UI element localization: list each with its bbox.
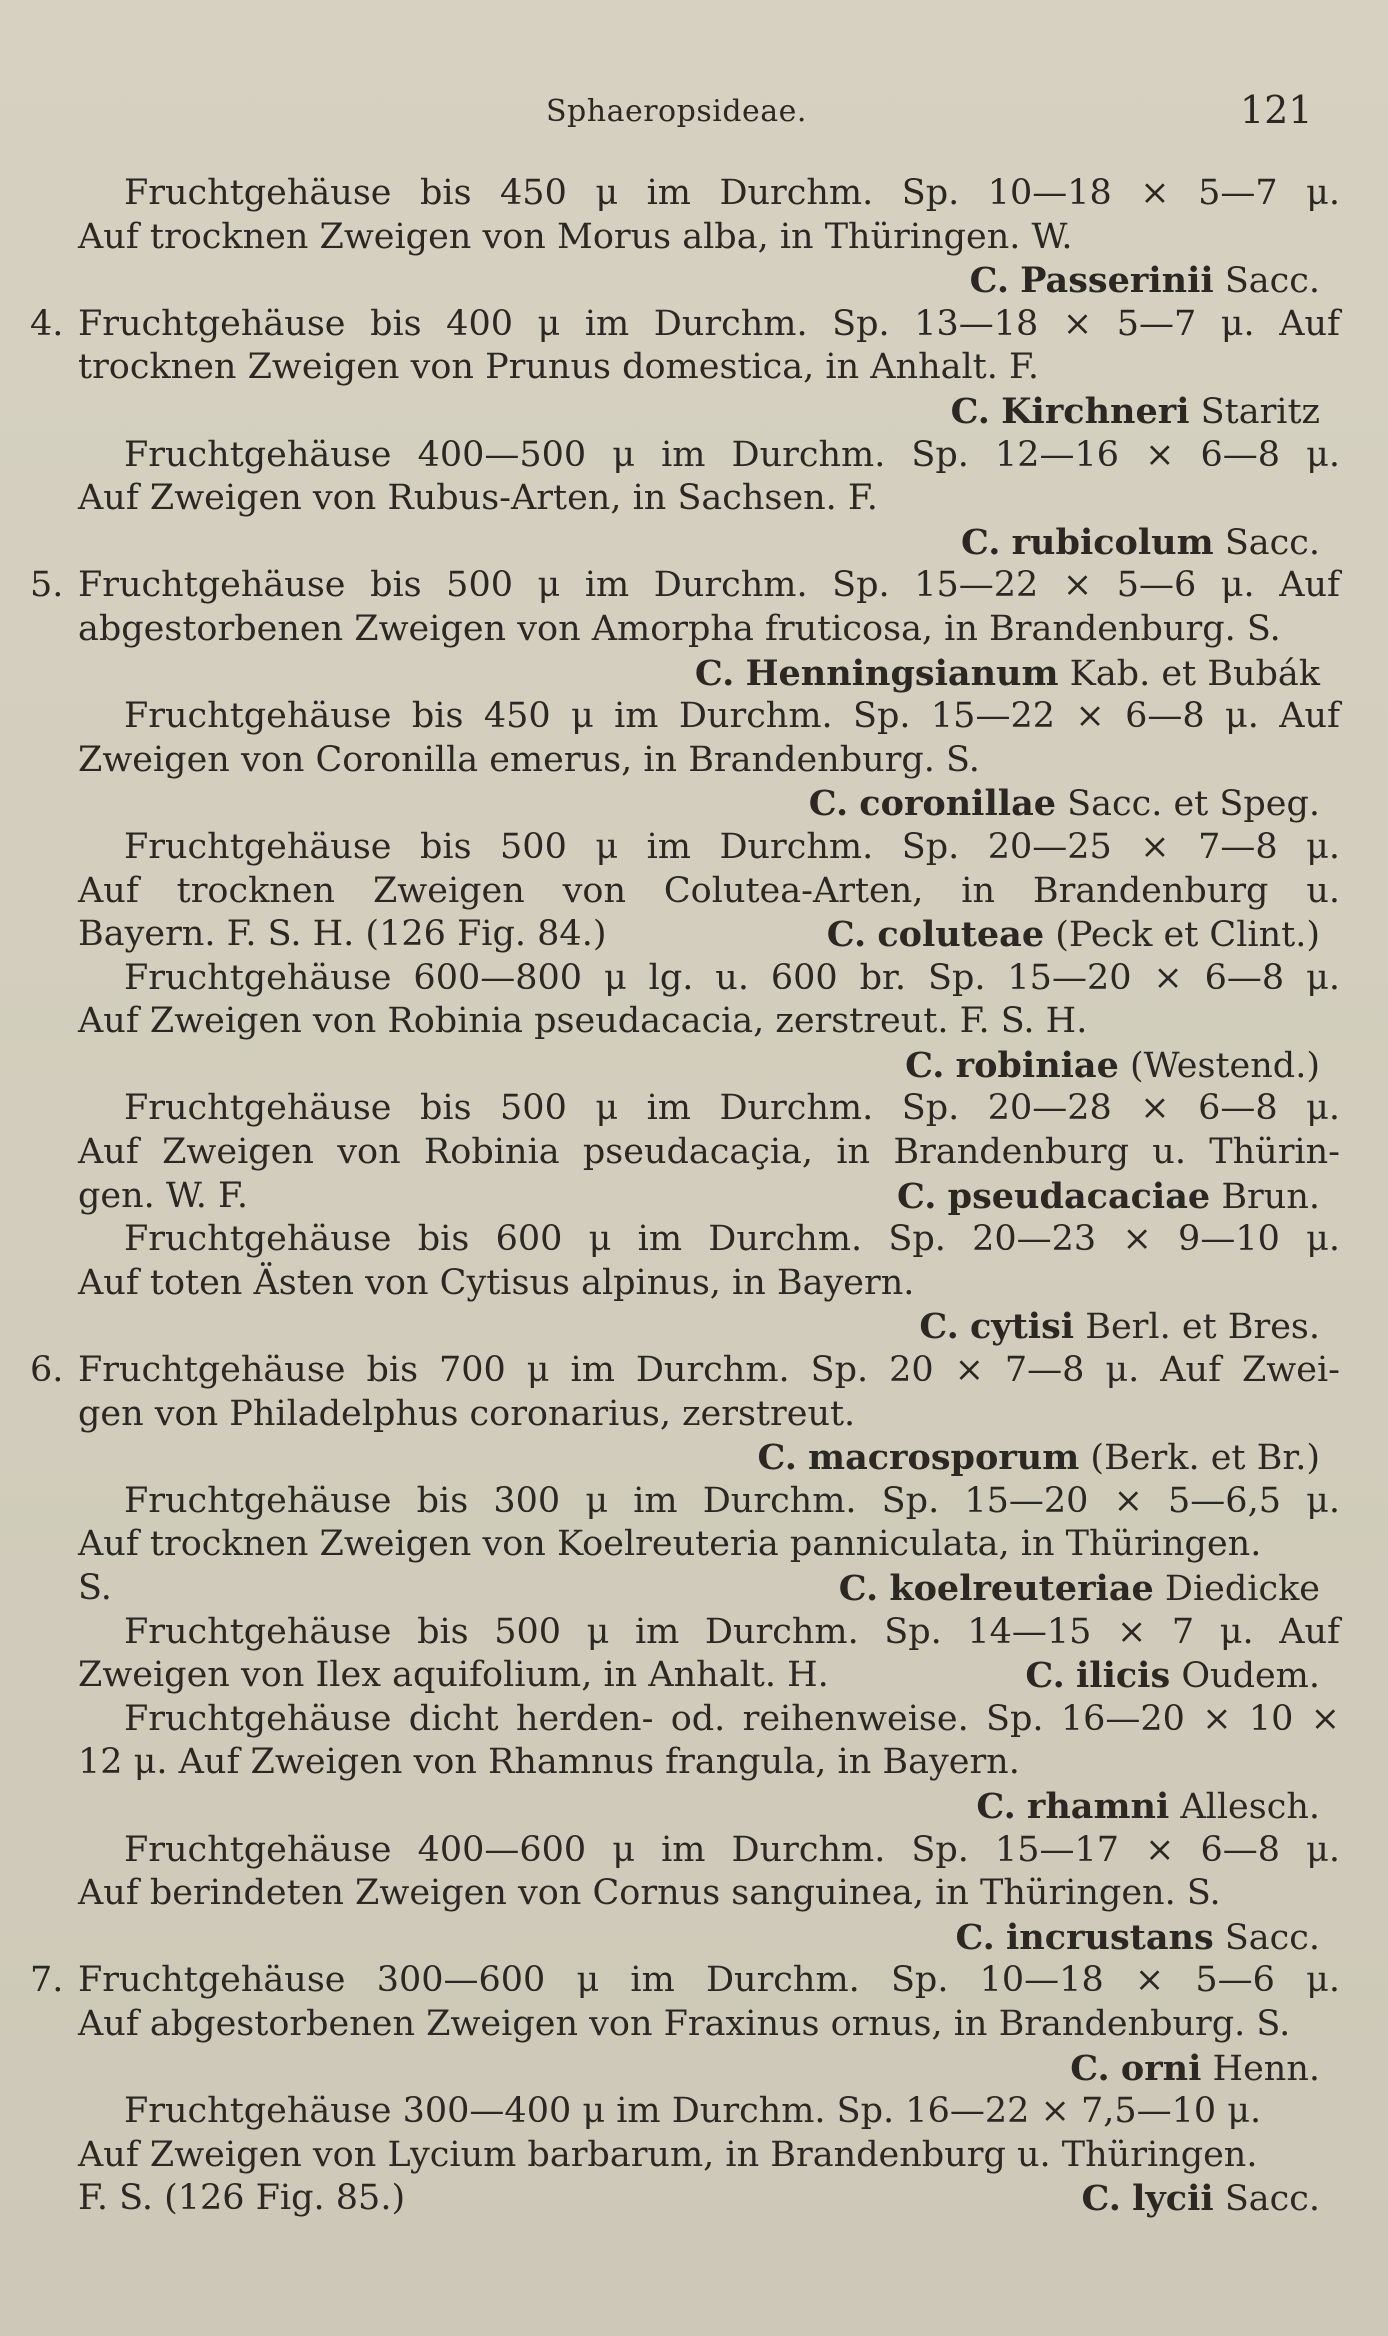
author-citation: Henn.	[1212, 2048, 1320, 2089]
line-text: Fruchtgehäuse bis 500 μ im Durchm. Sp. 20—28 × 6—8 μ.	[124, 1088, 1340, 1129]
text-line	[78, 826, 1340, 870]
line-text: Fruchtgehäuse dicht herden- od. reihenweise. Sp. 16—20 × 10 ×	[124, 1698, 1340, 1739]
line-text: Fruchtgehäuse bis 600 μ im Durchm. Sp. 20—23 × 9—10 μ.	[124, 1219, 1340, 1260]
genus-abbrev: C.	[1081, 2178, 1121, 2220]
line-text: Fruchtgehäuse 400—600 μ im Durchm. Sp. 15—17 × 6—8 μ.	[124, 1829, 1340, 1870]
line-text: Auf Zweigen von Lycium barbarum, in Brandenburg u. Thüringen.	[78, 2134, 1258, 2175]
text-line	[78, 346, 1340, 390]
text-line	[78, 1436, 1340, 1480]
text-line	[30, 564, 1340, 608]
text-line	[78, 1087, 1340, 1131]
line-text: gen von Philadelphus coronarius, zerstreut.	[78, 1393, 856, 1434]
text-line	[78, 390, 1340, 434]
species-heading	[905, 1046, 1320, 1086]
species-name: rubicolum	[1011, 521, 1214, 563]
text-line	[78, 1393, 1340, 1437]
line-text: Auf trocknen Zweigen von Colutea-Arten, in Brandenburg u.	[78, 870, 1340, 911]
text-line	[78, 2047, 1340, 2091]
genus-abbrev: C.	[1070, 2047, 1110, 2089]
line-text: Auf Zweigen von Rubus-Arten, in Sachsen. F.	[78, 478, 878, 519]
species-name: Kirchneri	[1001, 390, 1190, 432]
author-citation: Allesch.	[1180, 1786, 1320, 1827]
author-citation: Sacc.	[1224, 261, 1320, 302]
line-text: Auf Zweigen von Robinia pseudacacia, zerstreut. F. S. H.	[78, 1001, 1088, 1042]
line-text: Fruchtgehäuse bis 700 μ im Durchm. Sp. 20 × 7—8 μ. Auf Zwei-	[78, 1350, 1340, 1391]
species-heading	[827, 913, 1340, 957]
species-name: rhamni	[1026, 1785, 1170, 1827]
species-heading	[1082, 2177, 1340, 2221]
text-body	[30, 172, 1340, 2221]
text-line	[78, 259, 1340, 303]
text-line	[78, 1741, 1340, 1785]
genus-abbrev: C.	[976, 1785, 1016, 1827]
line-text: Fruchtgehäuse bis 450 μ im Durchm. Sp. 10—18 × 5—7 μ.	[124, 173, 1340, 213]
text-line	[78, 870, 1340, 914]
line-text: Auf toten Ästen von Cytisus alpinus, in Bayern.	[78, 1262, 915, 1303]
text-line	[78, 1175, 1340, 1219]
text-line	[30, 1349, 1340, 1393]
line-text: Fruchtgehäuse 300—600 μ im Durchm. Sp. 10—18 × 5—6 μ.	[78, 1960, 1340, 2001]
line-text: Fruchtgehäuse 400—500 μ im Durchm. Sp. 12—16 × 6—8 μ.	[124, 434, 1340, 475]
text-line	[78, 2090, 1340, 2134]
line-text: Fruchtgehäuse bis 500 μ im Durchm. Sp. 20—25 × 7—8 μ.	[124, 826, 1340, 867]
author-citation: Berl. et Bres.	[1085, 1307, 1320, 1348]
text-line	[78, 477, 1340, 521]
genus-abbrev: C.	[897, 1175, 937, 1217]
text-line	[30, 1959, 1340, 2003]
species-heading	[951, 392, 1320, 432]
author-citation: (Berk. et Br.)	[1090, 1438, 1320, 1479]
text-line	[78, 739, 1340, 783]
species-name: incrustans	[1006, 1916, 1214, 1958]
species-name: cytisi	[969, 1306, 1075, 1348]
genus-abbrev: C.	[826, 914, 867, 956]
line-text: Fruchtgehäuse bis 450 μ im Durchm. Sp. 15—22 × 6—8 μ. Auf	[124, 696, 1340, 737]
line-text: F. S. (126 Fig. 85.)	[78, 2178, 406, 2219]
species-heading	[976, 1787, 1320, 1827]
line-text: Auf Zweigen von Robinia pseudacaçia, in Brandenburg u. Thürin-	[78, 1132, 1340, 1173]
line-text: Fruchtgehäuse bis 400 μ im Durchm. Sp. 13—18 × 5—7 μ. Auf	[78, 303, 1340, 344]
running-title: Sphaeropsideae.	[546, 94, 807, 129]
author-citation: (Westend.)	[1130, 1045, 1320, 1086]
species-heading	[897, 1175, 1340, 1219]
page-number: 121	[1240, 88, 1313, 132]
species-heading	[809, 784, 1320, 824]
species-name: orni	[1120, 2047, 1202, 2089]
text-line	[78, 1523, 1340, 1567]
genus-abbrev: C.	[757, 1437, 797, 1479]
line-text: Zweigen von Ilex aquifolium, in Anhalt. H.	[78, 1655, 829, 1696]
line-text: Auf trocknen Zweigen von Morus alba, in Thüringen. W.	[78, 216, 1073, 257]
genus-abbrev: C.	[961, 521, 1001, 563]
section-number: 4.	[30, 303, 64, 344]
text-line	[78, 2134, 1340, 2178]
line-text: abgestorbenen Zweigen von Amorpha fruticosa, in Brandenburg. S.	[78, 608, 1281, 649]
line-text: Fruchtgehäuse bis 500 μ im Durchm. Sp. 15—22 × 5—6 μ. Auf	[78, 565, 1340, 606]
species-name: coronillae	[859, 783, 1057, 825]
genus-abbrev: C.	[905, 1044, 945, 1086]
text-line	[78, 521, 1340, 565]
author-citation: Oudem.	[1181, 1656, 1320, 1697]
text-line	[78, 434, 1340, 478]
species-name: robiniae	[955, 1044, 1119, 1086]
author-citation: Diedicke	[1164, 1569, 1320, 1609]
text-line	[78, 2003, 1340, 2047]
genus-abbrev: C.	[919, 1306, 959, 1348]
line-text: Auf berindeten Zweigen von Cornus sanguinea, in Thüringen. S.	[78, 1873, 1221, 1914]
author-citation: Sacc.	[1224, 2179, 1320, 2220]
line-text: Zweigen von Coronilla emerus, in Brandenburg. S.	[78, 739, 980, 780]
line-text: Fruchtgehäuse 600—800 μ lg. u. 600 br. Sp. 15—20 × 6—8 μ.	[124, 957, 1340, 998]
section-number: 7.	[30, 1960, 64, 2001]
species-name: lycii	[1132, 2178, 1214, 2220]
author-citation: Kab. et Bubák	[1069, 653, 1320, 694]
species-name: Henningsianum	[745, 652, 1059, 694]
line-text: Bayern. F. S. H. (126 Fig. 84.)	[78, 914, 607, 955]
text-line	[78, 1044, 1340, 1088]
genus-abbrev: C.	[694, 652, 735, 694]
species-name: Passerinii	[1020, 260, 1214, 302]
text-line	[78, 782, 1340, 826]
species-heading	[757, 1438, 1320, 1478]
section-number: 6.	[30, 1350, 64, 1391]
text-line	[78, 1654, 1340, 1698]
text-line	[78, 172, 1340, 216]
text-line	[78, 1000, 1340, 1044]
line-text: Fruchtgehäuse bis 500 μ im Durchm. Sp. 14—15 × 7 μ. Auf	[124, 1611, 1340, 1652]
text-line	[78, 2177, 1340, 2221]
species-heading	[961, 523, 1320, 563]
species-name: ilicis	[1075, 1655, 1171, 1697]
text-line	[78, 608, 1340, 652]
text-line	[78, 1916, 1340, 1960]
text-line	[78, 1698, 1340, 1742]
line-text: S.	[78, 1568, 112, 1608]
text-line	[78, 913, 1340, 957]
genus-abbrev: C.	[1025, 1655, 1065, 1697]
text-line	[78, 1218, 1340, 1262]
text-line	[78, 695, 1340, 739]
species-heading	[839, 1567, 1340, 1611]
genus-abbrev: C.	[838, 1568, 879, 1609]
species-name: koelreuteriae	[889, 1568, 1154, 1609]
line-text: gen. W. F.	[78, 1175, 248, 1216]
text-line	[78, 1611, 1340, 1655]
text-line	[78, 1131, 1340, 1175]
line-text: Auf trocknen Zweigen von Koelreuteria panniculata, in Thüringen.	[78, 1524, 1262, 1565]
species-heading	[1025, 1654, 1340, 1698]
text-line	[78, 216, 1340, 260]
line-text: 12 μ. Auf Zweigen von Rhamnus frangula, in Bayern.	[78, 1742, 1020, 1783]
genus-abbrev: C.	[969, 260, 1010, 302]
author-citation: Brun.	[1221, 1176, 1320, 1217]
genus-abbrev: C.	[808, 783, 849, 825]
text-line	[78, 652, 1340, 696]
species-heading	[970, 261, 1320, 301]
species-name: coluteae	[877, 914, 1045, 956]
line-text: trocknen Zweigen von Prunus domestica, in Anhalt. F.	[78, 347, 1039, 388]
text-line	[78, 1567, 1340, 1611]
author-citation: Staritz	[1200, 391, 1320, 432]
species-name: pseudacaciae	[947, 1175, 1211, 1217]
species-heading	[1070, 2049, 1320, 2089]
genus-abbrev: C.	[950, 390, 990, 432]
line-text: Fruchtgehäuse bis 300 μ im Durchm. Sp. 15—20 × 5—6,5 μ.	[124, 1480, 1340, 1521]
text-line	[78, 1785, 1340, 1829]
section-number: 5.	[30, 565, 64, 606]
text-line	[78, 1305, 1340, 1349]
text-line	[30, 303, 1340, 347]
text-line	[78, 1872, 1340, 1916]
species-name: macrosporum	[808, 1437, 1080, 1479]
text-line	[78, 1262, 1340, 1306]
genus-abbrev: C.	[955, 1916, 995, 1958]
author-citation: Sacc.	[1224, 1917, 1320, 1958]
running-header	[0, 88, 1388, 138]
species-heading	[955, 1918, 1320, 1958]
author-citation: Sacc.	[1224, 522, 1320, 563]
species-heading	[919, 1307, 1320, 1347]
species-heading	[695, 654, 1320, 694]
line-text: Auf abgestorbenen Zweigen von Fraxinus ornus, in Brandenburg. S.	[78, 2003, 1291, 2044]
author-citation: (Peck et Clint.)	[1055, 915, 1320, 956]
text-line	[78, 957, 1340, 1001]
text-line	[78, 1829, 1340, 1873]
line-text: Fruchtgehäuse 300—400 μ im Durchm. Sp. 16—22 × 7,5—10 μ.	[124, 2091, 1262, 2132]
author-citation: Sacc. et Speg.	[1067, 784, 1320, 825]
text-line	[78, 1480, 1340, 1524]
